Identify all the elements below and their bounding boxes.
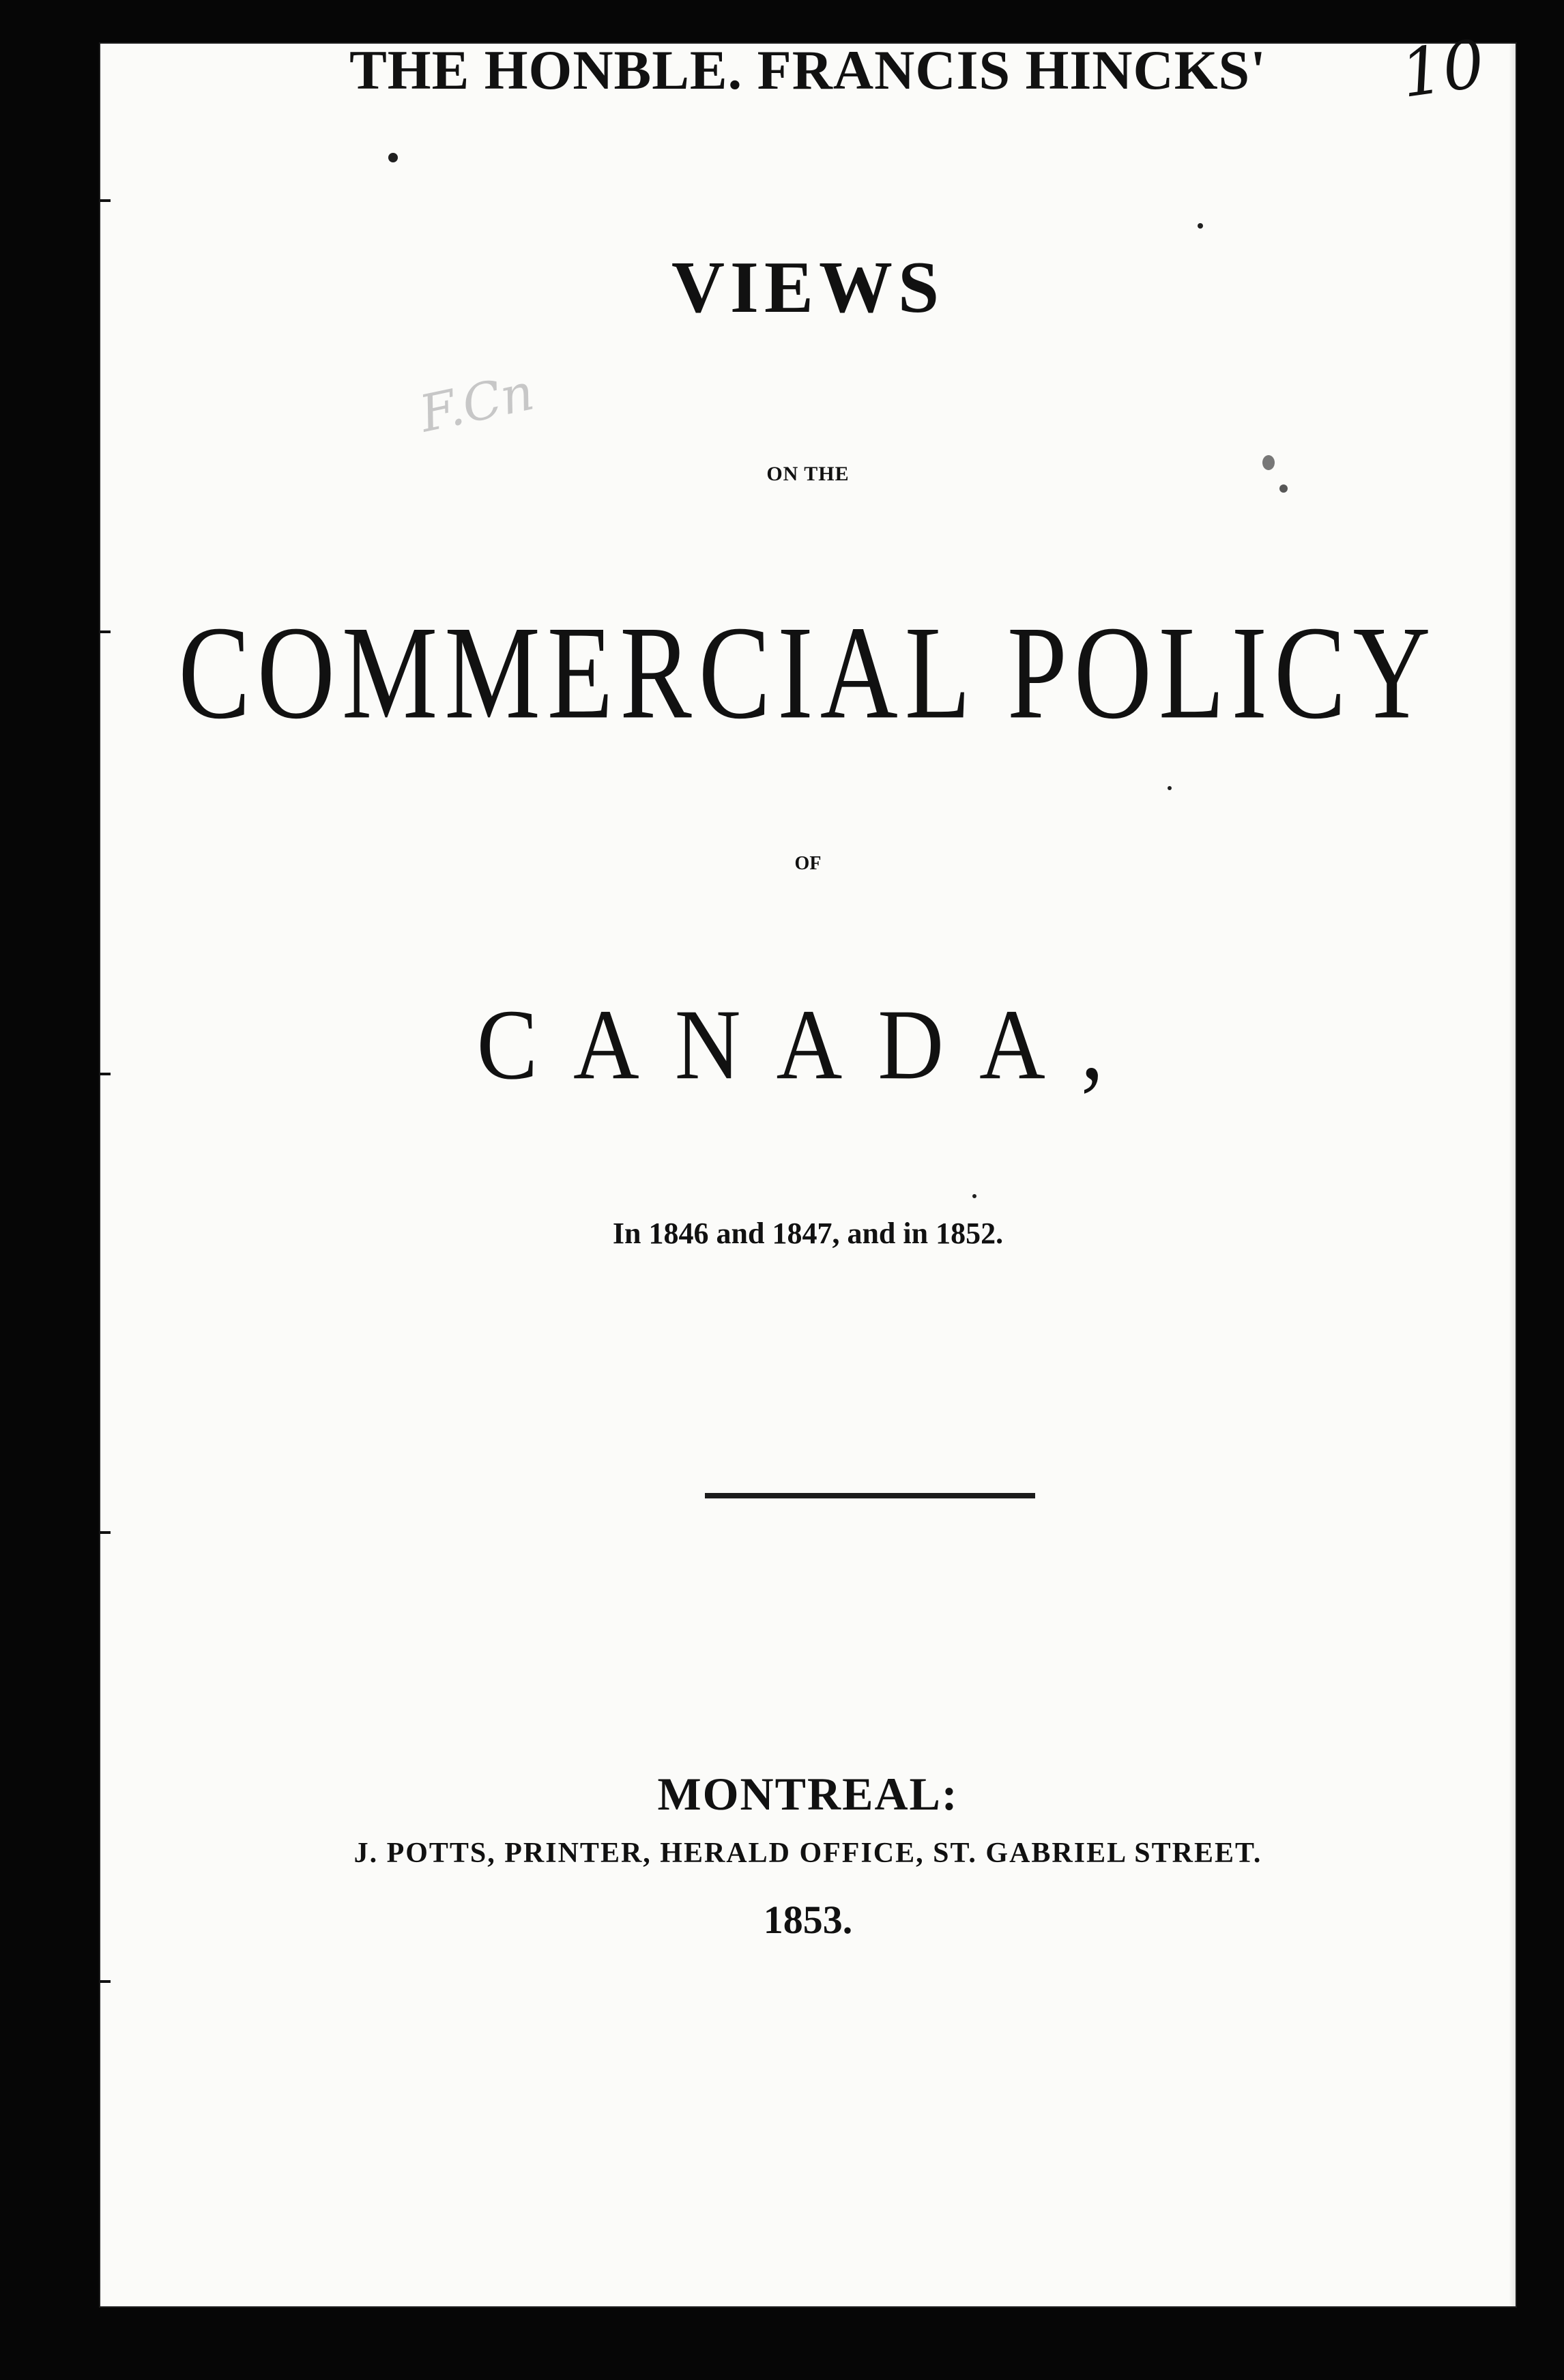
title-canada: CANADA, — [476, 989, 1140, 1101]
imprint-year: 1853. — [763, 1898, 853, 1942]
paper-speck — [1198, 223, 1203, 229]
connector-of: OF — [794, 853, 822, 874]
handwritten-page-number: 10 — [1395, 25, 1490, 113]
imprint-printer: J. POTTS, PRINTER, HERALD OFFICE, ST. GABRIEL STREET. — [353, 1838, 1262, 1869]
paper-speck — [1262, 455, 1275, 470]
author-heading: THE HONBLE. FRANCIS HINCKS' — [349, 39, 1266, 101]
binding-mark — [100, 1980, 111, 1983]
pencil-note: F.Cn — [414, 362, 539, 444]
years-subtitle: In 1846 and 1847, and in 1852. — [612, 1217, 1004, 1250]
binding-mark — [100, 1073, 111, 1075]
connector-on-the: ON THE — [766, 463, 850, 485]
decorative-rule — [705, 1493, 1035, 1498]
paper-speck — [1279, 484, 1288, 493]
page-edge-shadow — [1509, 42, 1517, 2308]
paper-speck — [972, 1194, 976, 1198]
title-commercial-policy: COMMERCIAL POLICY — [178, 598, 1438, 747]
imprint-place: MONTREAL: — [657, 1768, 959, 1820]
binding-mark — [100, 1531, 111, 1534]
title-views: VIEWS — [671, 247, 945, 328]
binding-mark — [100, 199, 111, 202]
binding-mark — [100, 630, 111, 633]
title-page — [99, 25, 1517, 2308]
paper-speck — [1168, 786, 1172, 790]
paper-speck — [388, 153, 398, 162]
